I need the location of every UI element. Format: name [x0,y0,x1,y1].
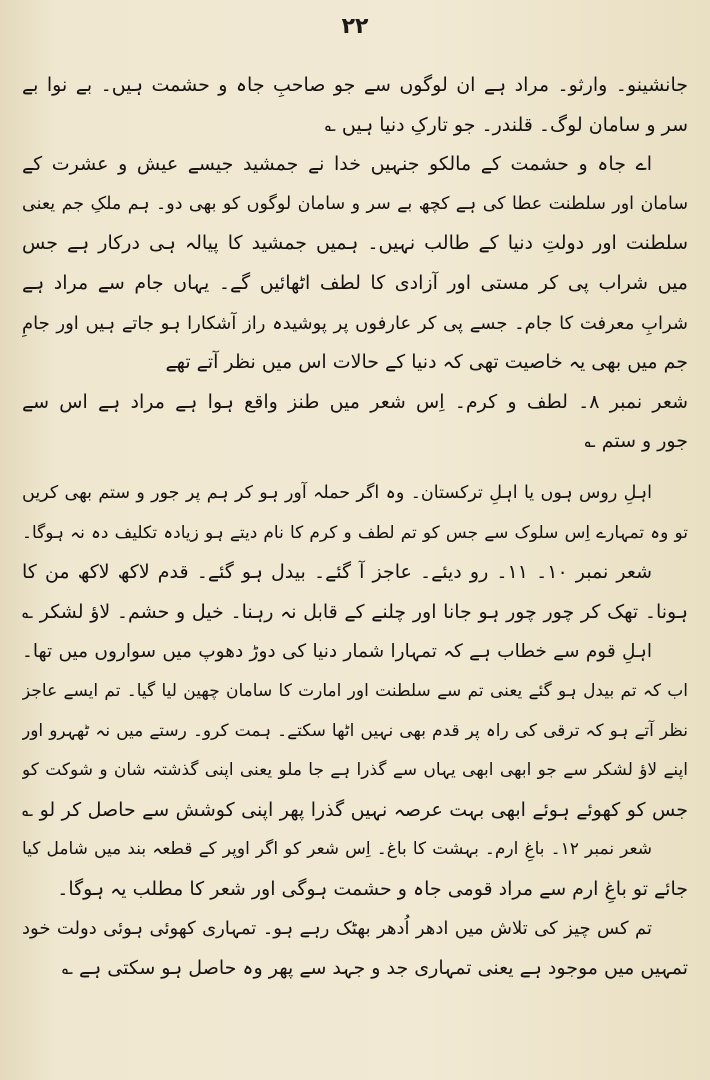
text-line: اپنے لاؤ لشکر سے جو ابھی ابھی یہاں سے گذرا ہے جا ملو یعنی اپنی گذشتہ شان و شوکت کو [22,760,688,781]
text-line: اے جاہ و حشمت کے مالکو جنہیں خدا نے جمشید جیسے عیش و عشرت کے [22,153,652,176]
text-line: جانشینو۔ وارثو۔ مراد ہے ان لوگوں سے جو صاحبِ جاہ و حشمت ہیں۔ بے نوا بے [22,74,688,96]
text-line: شرابِ معرفت کا جام۔ جسے پی کر عارفوں پر پوشیدہ راز آشکارا ہو جاتے ہیں اور جامِ [22,312,688,334]
page-number: ۲۲ [341,14,369,39]
text-line: جائے تو باغِ ارم سے مراد قومی جاہ و حشمت ہوگی اور شعر کا مطلب یہ ہوگا۔ [57,877,688,900]
text-line: تمہیں میں موجود ہے یعنی تمہاری جد و جہد سے پھر وہ حاصل ہو سکتی ہے ؎ [61,957,688,980]
text-line: سر و سامان لوگ۔ قلندر۔ جو تارکِ دنیا ہیں ؎ [324,113,688,136]
text-line: نظر آتے ہو کہ ترقی کی راہ پر قدم بھی نہیں اٹھا سکتے۔ ہمت کرو۔ رستے میں نہ ٹھہرو اور [22,720,688,741]
text-line: ہونا۔ تھک کر چور چور ہو جانا اور چلنے کے قابل نہ رہنا۔ خیل و حشم۔ لاؤ لشکر ؎ [22,600,688,623]
text-line: اب کہ تم بیدل ہو گئے یعنی تم سے سلطنت اور امارت کا سامان چھین لیا گیا۔ تم ایسے عاجز [22,680,688,701]
text-line: اہلِ روس ہوں یا اہلِ ترکستان۔ وہ اگر حملہ آور ہو کر ہم پر جور و ستم بھی کریں [22,482,652,503]
text-line: شعر نمبر ۱۲۔ باغِ ارم۔ بہشت کا باغ۔ اِس شعر کو اگر اوپر کے قطعہ بند میں شامل کیا [22,839,653,860]
text-line: میں شراب پی کر مستی اور آزادی کا لطف اٹھائیں گے۔ یہاں جام سے مراد ہے [22,271,688,294]
body-text [22,66,688,989]
text-line: سامان اور سلطنت عطا کی ہے کچھ بے سر و سامان لوگوں کو بھی دو۔ ہم ملکِ جم یعنی [22,193,688,214]
text-line: شعر نمبر ۱۰۔ ۱۱۔ رو دیئے۔ عاجز آ گئے۔ بیدل ہو گئے۔ قدم لاکھ لاکھ من کا [22,561,652,584]
text-line: اہلِ قوم سے خطاب ہے کہ تمہارا شمار دنیا کی دوڑ دھوپ میں سواروں میں تھا۔ [22,641,652,663]
text-line: تم کس چیز کی تلاش میں ادھر اُدھر بھٹک رہے ہو۔ تمہاری کھوئی ہوئی دولت خود [22,918,652,940]
text-line: جور و ستم ؎ [584,430,688,453]
text-line: سلطنت اور دولتِ دنیا کے طالب نہیں۔ ہمیں جمشید کا پیالہ ہی درکار ہے جس [22,232,688,255]
text-line: جم میں بھی یہ خاصیت تھی کہ دنیا کے حالات اس میں نظر آتے تھے [165,351,688,374]
text-line: شعر نمبر ۸۔ لطف و کرم۔ اِس شعر میں طنز واقع ہوا ہے مراد ہے اس سے [22,390,688,413]
text-line: جس کو کھوئے ہوئے ابھی بہت عرصہ نہیں گذرا پھر اپنی کوشش سے حاصل کر لو ؎ [22,798,688,821]
text-line: تو وہ تمہارے اِس سلوک سے جس کو تم لطف و کرم کا نام دیتے ہو زیادہ تکلیف دہ نہ ہوگا۔ [22,522,688,543]
